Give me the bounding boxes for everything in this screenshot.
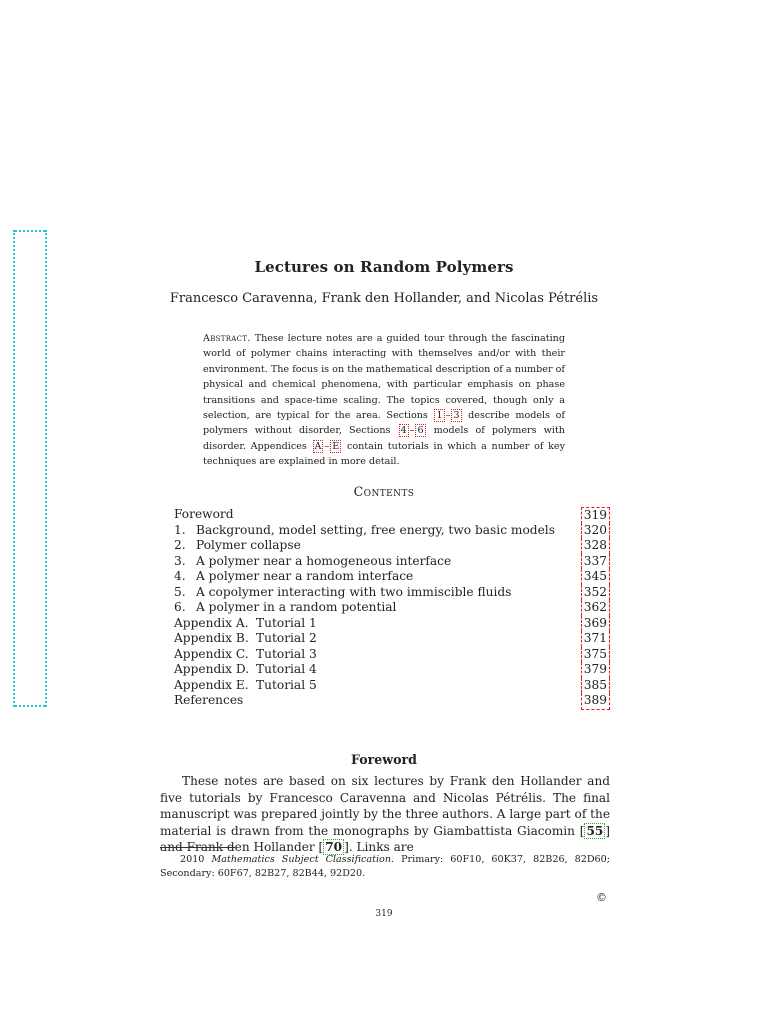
paper-title: Lectures on Random Polymers [254,258,514,276]
toc-number: 2. [174,538,186,552]
footnote [160,853,610,881]
copyright-symbol: © [596,891,607,904]
abstract-label: Abstract. [203,333,251,344]
range-dash: – [445,410,451,422]
toc-title: Tutorial 3 [256,646,317,661]
toc-title: Tutorial 4 [256,662,317,676]
citation-link-70[interactable]: 70 [325,840,343,855]
range-dash: – [409,425,415,437]
toc-page-link[interactable]: 379 [581,662,610,678]
toc-title: A copolymer interacting with two immiscible fluids [196,584,512,599]
toc-number: Appendix D. [174,662,250,676]
appendix-link-e[interactable]: E [332,440,340,452]
toc-page-link[interactable]: 352 [581,585,610,601]
toc-page-link[interactable]: 345 [581,569,610,585]
abstract-text-2: describe models of polymers without disorder, Sections [203,410,565,437]
toc-page-link[interactable]: 369 [581,616,610,632]
foreword-text-3: ]. Links are [344,840,414,855]
paper-authors: Francesco Caravenna, Frank den Hollander, and Nicolas Pétrélis [169,291,599,306]
abstract-text-1: These lecture notes are a guided tour through the fascinating world of polymer chains interacting with themselves and/or with their environment. The focus is on the mathematical description of a number of physical and chemical phenomena, with particular emphasis on phase transitions and space-time scaling. The topics covered, though only a selection, are typical for the area. Sections [203,333,565,422]
section-link-6[interactable]: 6 [417,425,424,437]
section-link-3[interactable]: 3 [453,410,460,422]
toc-row [174,662,610,678]
toc-number: 4. [174,569,186,583]
table-of-contents [174,507,610,709]
range-dash: – [324,440,330,452]
toc-page-link[interactable]: 328 [581,538,610,554]
section-link-4[interactable]: 4 [400,425,407,437]
toc-row [174,554,610,570]
citation-link-55[interactable]: 55 [586,823,604,838]
section-link-1[interactable]: 1 [436,410,443,422]
foreword-text-2: ] and Frank den Hollander [ [160,823,610,855]
toc-row [174,538,610,554]
toc-page-link[interactable]: 389 [581,693,610,710]
toc-number: Appendix B. [174,631,249,645]
appendix-link-a[interactable]: A [314,440,322,452]
toc-number: 1. [174,522,186,537]
toc-number: 6. [174,600,186,614]
toc-title: A polymer near a homogeneous interface [196,553,452,568]
foreword-text-1: These notes are based on six lectures by Frank den Hollander and five tutorials by Francesco Caravenna and Nicolas Pétrélis. The final manuscript was prepared jointly by the three authors. A large part of the material is drawn from the monographs by Giambattista Giacomin [ [160,774,610,838]
foreword-paragraph [160,773,610,856]
toc-row [174,616,610,632]
toc-row [174,647,610,663]
abstract-text-4: contain tutorials in which a number of key techniques are explained in more detail. [203,440,565,468]
toc-row [174,693,610,709]
toc-row [174,507,610,523]
toc-number: 3. [174,553,186,568]
toc-page-link[interactable]: 337 [581,554,610,570]
toc-number: Appendix E. [174,677,249,692]
footnote-msc-label: Mathematics Subject Classification. [211,854,395,865]
toc-title: A polymer near a random interface [196,569,414,583]
toc-title: Tutorial 5 [256,677,317,692]
toc-row [174,523,610,539]
toc-title: Foreword [174,507,234,521]
toc-page-link[interactable]: 362 [581,600,610,616]
toc-number: Appendix A. [174,615,249,630]
toc-page-link[interactable]: 375 [581,647,610,663]
toc-page-link[interactable]: 320 [581,523,610,539]
contents-title: Contents [353,484,415,499]
footnote-text: Primary: 60F10, 60K37, 82B26, 82D60; Secondary: 60F67, 82B27, 82B44, 92D20. [160,854,610,879]
abstract [203,331,565,470]
toc-page-link[interactable]: 371 [581,631,610,647]
toc-row [174,600,610,616]
foreword-heading: Foreword [351,752,417,767]
toc-title: A polymer in a random potential [196,600,397,614]
toc-title: Tutorial 1 [256,615,317,630]
abstract-text-3: models of polymers with disorder. Appendices [203,425,565,452]
toc-title: References [174,693,244,707]
toc-title: Tutorial 2 [256,631,317,645]
toc-row [174,585,610,601]
footnote-year: 2010 [180,854,212,865]
toc-row [174,631,610,647]
page-number: 319 [375,909,393,919]
toc-title: Background, model setting, free energy, two basic models [196,522,555,537]
toc-title: Polymer collapse [196,538,301,552]
toc-number: Appendix C. [174,646,249,661]
toc-page-link[interactable]: 385 [581,678,610,694]
toc-row [174,678,610,694]
toc-row [174,569,610,585]
footnote-rule [160,847,235,848]
toc-number: 5. [174,584,186,599]
toc-page-link[interactable]: 319 [581,507,610,524]
